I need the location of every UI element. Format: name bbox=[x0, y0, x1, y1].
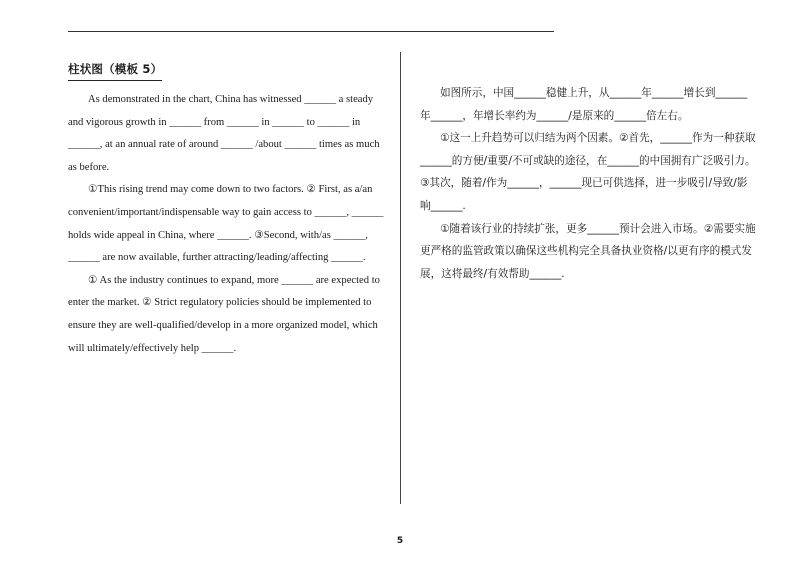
chinese-paragraph-3: ①随着该行业的持续扩张，更多______预计会进入市场。②需要实施更严格的监管政策以确保这些机构完全具备执业资格/以更有序的模式发展，这将最终/有效帮助______. bbox=[420, 222, 756, 280]
template-title: 柱状图（模板 5） bbox=[68, 62, 163, 76]
chinese-column bbox=[420, 82, 756, 285]
english-column bbox=[68, 58, 388, 360]
english-paragraph-1: As demonstrated in the chart, China has witnessed ______ a steady and vigorous growth in ______ from ______ in ______ to ______ in ______, at an annual rate of around ______ /about ______ times as much as before. bbox=[68, 94, 380, 173]
heading-underline bbox=[68, 60, 162, 81]
chinese-paragraph-1: 如图所示，中国______稳健上升，从______年______增长到______年______，年增长率约为______/是原来的______倍左右。 bbox=[420, 87, 748, 122]
english-paragraph-2: ①This rising trend may come down to two factors. ② First, as a/an convenient/important/indispensable way to gain access to ______, ______ holds wide appeal in China, where ______. ③Second, with/as ______, ______ are now available, further attracting/leading/affecting ______. bbox=[68, 184, 384, 264]
page-number: 5 bbox=[396, 536, 404, 546]
column-divider bbox=[400, 52, 401, 504]
chinese-paragraph-2: ①这一上升趋势可以归结为两个因素。②首先，______作为一种获取______的方便/重要/不可或缺的途径，在______的中国拥有广泛吸引力。③其次，随着/作为______，______现已可供选择，进一步吸引/导致/影响______. bbox=[420, 132, 756, 212]
header-rule bbox=[68, 31, 554, 32]
english-paragraph-3: ① As the industry continues to expand, more ______ are expected to enter the market. ② Strict regulatory policies should be implemented to ensure they are well-qualified/develop in a more organized model, which will ultimately/effectively help ______. bbox=[68, 274, 380, 354]
